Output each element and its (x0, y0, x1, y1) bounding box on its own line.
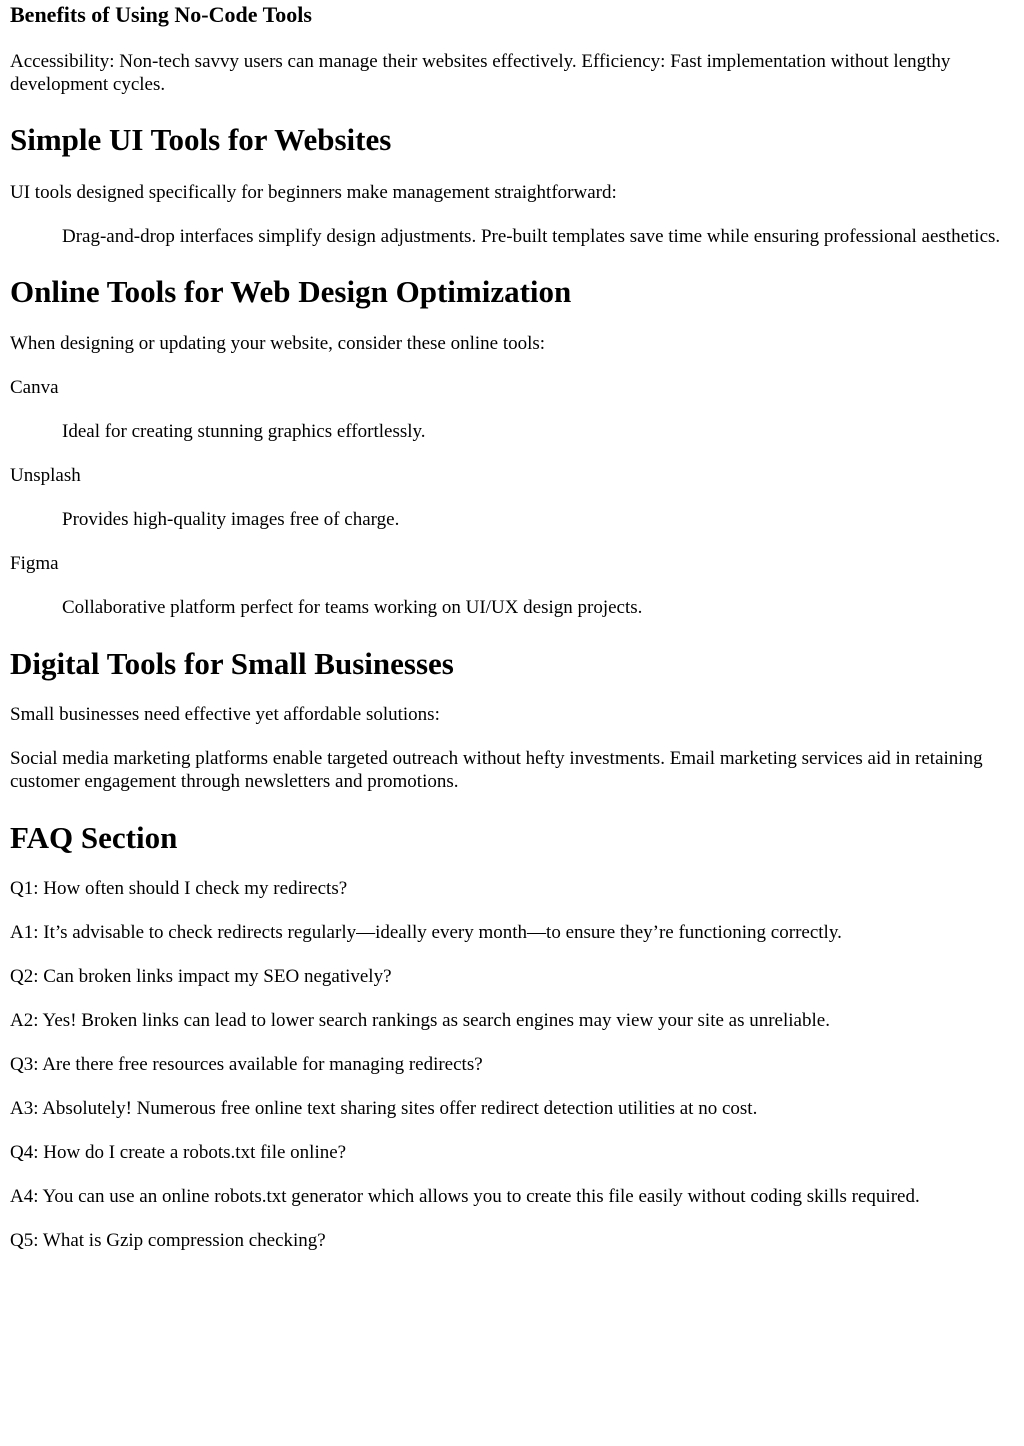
faq-q2: Q2: Can broken links impact my SEO negatively? (10, 966, 392, 987)
faq-a1: A1: It’s advisable to check redirects regularly—ideally every month—to ensure they’re functioning correctly. (10, 922, 842, 943)
tool-term-canva: Canva (10, 377, 59, 398)
faq-q1: Q1: How often should I check my redirects? (10, 878, 348, 899)
faq-q3: Q3: Are there free resources available for managing redirects? (10, 1054, 483, 1075)
small-business-detail: Social media marketing platforms enable targeted outreach without hefty investments. Email marketing services aid in retaining customer engagement through newsletters and promotions. (10, 748, 983, 792)
faq-heading: FAQ Section (10, 820, 178, 855)
ui-tools-heading: Simple UI Tools for Websites (10, 122, 392, 157)
tool-desc-unsplash: Provides high-quality images free of charge. (62, 509, 400, 530)
ui-tools-paragraph: UI tools designed specifically for beginners make management straightforward: (10, 182, 617, 203)
small-business-heading: Digital Tools for Small Businesses (10, 646, 454, 681)
benefits-heading: Benefits of Using No-Code Tools (10, 2, 312, 27)
faq-q5: Q5: What is Gzip compression checking? (10, 1230, 326, 1251)
online-tools-paragraph: When designing or updating your website, consider these online tools: (10, 333, 546, 354)
online-tools-heading: Online Tools for Web Design Optimization (10, 274, 572, 309)
tool-desc-figma: Collaborative platform perfect for teams working on UI/UX design projects. (62, 597, 643, 618)
small-business-paragraph: Small businesses need effective yet affordable solutions: (10, 704, 440, 725)
ui-tools-indented-paragraph: Drag-and-drop interfaces simplify design adjustments. Pre-built templates save time while ensuring professional aesthetics. (62, 226, 1001, 247)
tool-term-figma: Figma (10, 553, 59, 574)
faq-a4: A4: You can use an online robots.txt generator which allows you to create this file easily without coding skills required. (10, 1186, 920, 1207)
faq-a2: A2: Yes! Broken links can lead to lower search rankings as search engines may view your site as unreliable. (10, 1010, 830, 1031)
tool-term-unsplash: Unsplash (10, 465, 81, 486)
tool-desc-canva: Ideal for creating stunning graphics effortlessly. (62, 421, 426, 442)
faq-q4: Q4: How do I create a robots.txt file online? (10, 1142, 347, 1163)
faq-a3: A3: Absolutely! Numerous free online text sharing sites offer redirect detection utilities at no cost. (10, 1098, 758, 1119)
benefits-paragraph: Accessibility: Non-tech savvy users can manage their websites effectively. Efficiency: Fast implementation without lengthy development cycles. (10, 51, 951, 95)
